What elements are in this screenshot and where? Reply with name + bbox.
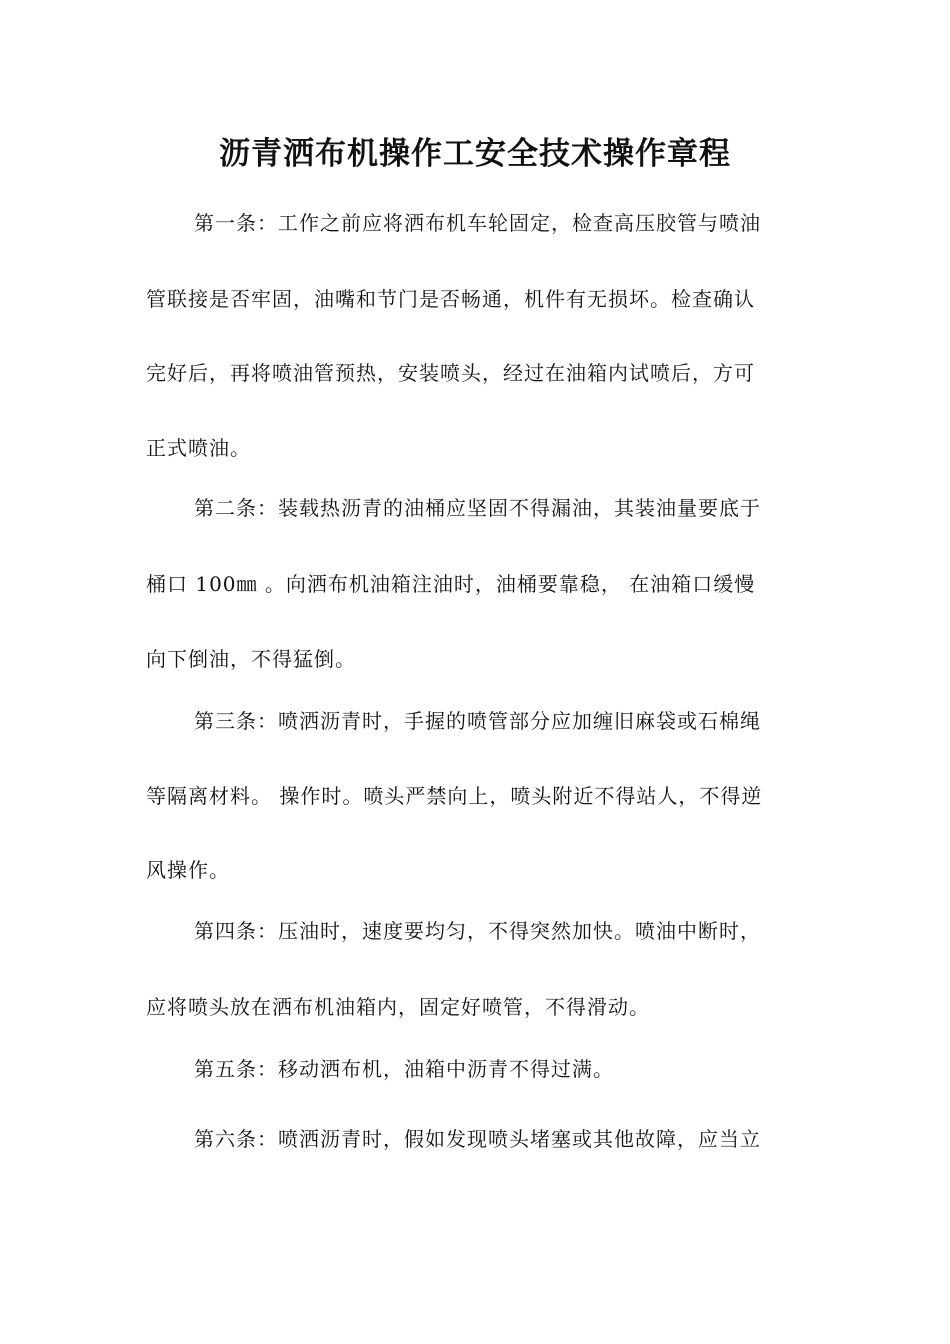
document-title: 沥青洒布机操作工安全技术操作章程 <box>219 136 731 172</box>
text-line: 第二条：装载热沥青的油桶应坚固不得漏油，其装油量要底于 <box>194 496 761 520</box>
text-line: 第一条：工作之前应将洒布机车轮固定，检查高压胶管与喷油 <box>194 211 761 235</box>
text-line: 第六条：喷洒沥青时，假如发现喷头堵塞或其他故障，应当立 <box>194 1127 761 1151</box>
text-line: 第三条：喷洒沥青时，手握的喷管部分应加缠旧麻袋或石棉绳 <box>194 709 761 733</box>
text-line: 管联接是否牢固，油嘴和节门是否畅通，机件有无损坏。检查确认 <box>146 287 755 311</box>
text-line: 第四条：压油时，速度要均匀，不得突然加快。喷油中断时， <box>194 919 761 943</box>
text-line: 桶口 100㎜ 。向洒布机油箱注油时，油桶要靠稳， 在油箱口缓慢 <box>146 572 756 596</box>
text-line: 向下倒油，不得猛倒。 <box>146 647 356 671</box>
text-line: 第五条：移动洒布机，油箱中沥青不得过满。 <box>194 1057 614 1081</box>
text-line: 风操作。 <box>146 858 230 882</box>
text-line: 等隔离材料。 操作时。喷头严禁向上，喷头附近不得站人，不得逆 <box>146 784 763 808</box>
text-line: 应将喷头放在洒布机油箱内，固定好喷管，不得滑动。 <box>146 995 650 1019</box>
text-line: 正式喷油。 <box>146 436 251 460</box>
text-line: 完好后，再将喷油管预热，安装喷头，经过在油箱内试喷后，方可 <box>146 361 755 385</box>
